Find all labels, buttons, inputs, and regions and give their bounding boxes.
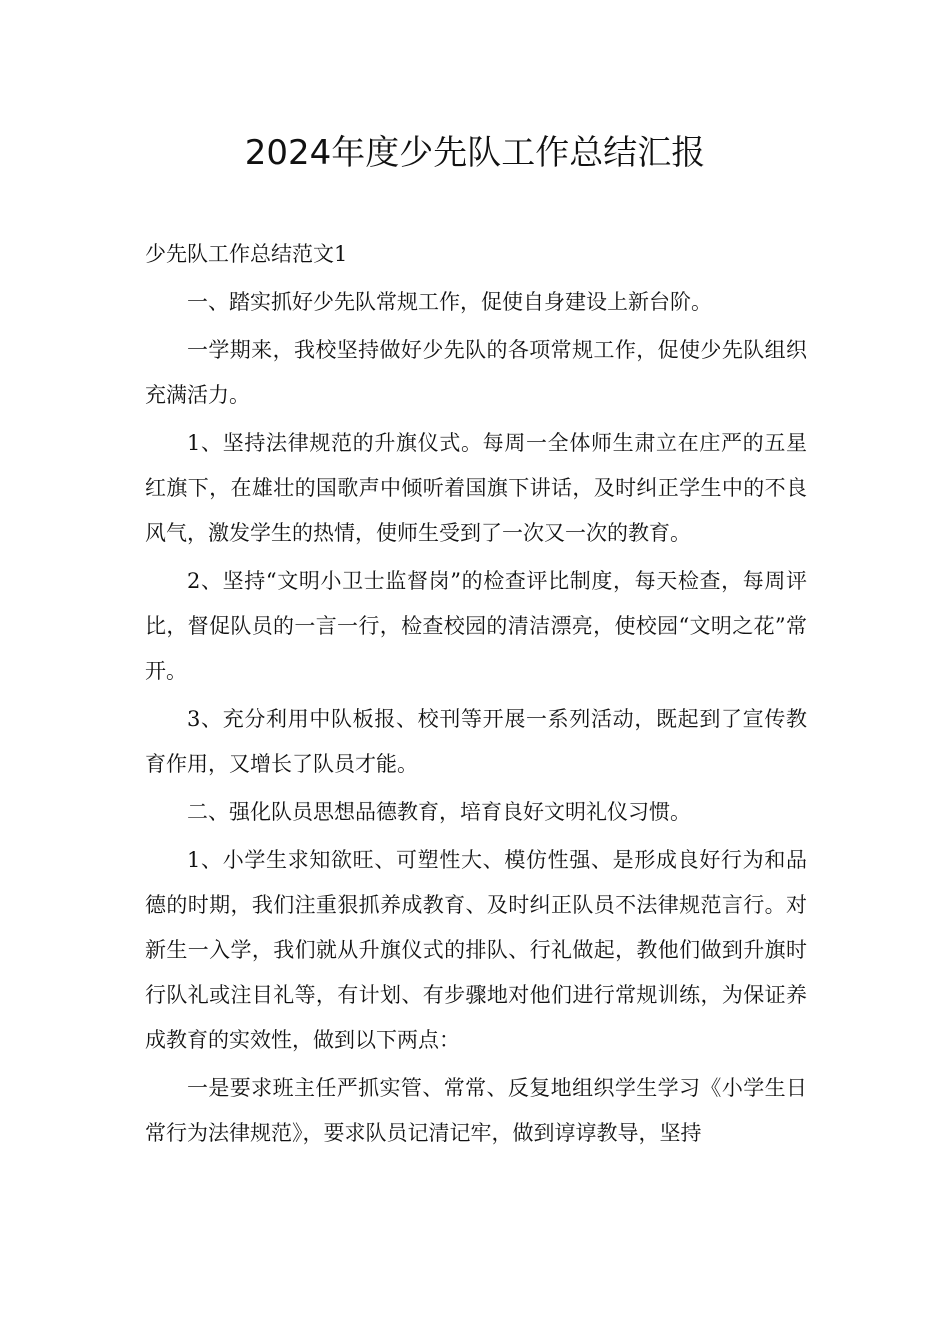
paragraph: 1、坚持法律规范的升旗仪式。每周一全体师生肃立在庄严的五星红旗下，在雄壮的国歌声中倾听着国旗下讲话，及时纠正学生中的不良风气，激发学生的热情，使师生受到了一次又一次的教育。 <box>145 431 807 545</box>
document-title: 2024年度少先队工作总结汇报 <box>244 133 706 173</box>
paragraph: 一、踏实抓好少先队常规工作，促使自身建设上新台阶。 <box>187 290 712 314</box>
paragraph: 3、充分利用中队板报、校刊等开展一系列活动，既起到了宣传教育作用，又增长了队员才能。 <box>145 707 807 776</box>
paragraph: 1、小学生求知欲旺、可塑性大、模仿性强、是形成良好行为和品德的时期，我们注重狠抓养成教育、及时纠正队员不法律规范言行。对新生一入学，我们就从升旗仪式的排队、行礼做起，教他们做到升旗时行队礼或注目礼等，有计划、有步骤地对他们进行常规训练，为保证养成教育的实效性，做到以下两点： <box>145 848 807 1052</box>
paragraph: 一学期来，我校坚持做好少先队的各项常规工作，促使少先队组织充满活力。 <box>145 338 807 407</box>
paragraph: 一是要求班主任严抓实管、常常、反复地组织学生学习《小学生日常行为法律规范》，要求队员记清记牢，做到谆谆教导，坚持 <box>145 1076 807 1145</box>
paragraph: 二、强化队员思想品德教育，培育良好文明礼仪习惯。 <box>187 800 691 824</box>
paragraph: 2、坚持“文明小卫士监督岗”的检查评比制度，每天检查，每周评比，督促队员的一言一行，检查校园的清洁漂亮，使校园“文明之花”常开。 <box>145 569 807 683</box>
document-body <box>145 232 807 1159</box>
section-heading: 少先队工作总结范文1 <box>145 242 348 266</box>
